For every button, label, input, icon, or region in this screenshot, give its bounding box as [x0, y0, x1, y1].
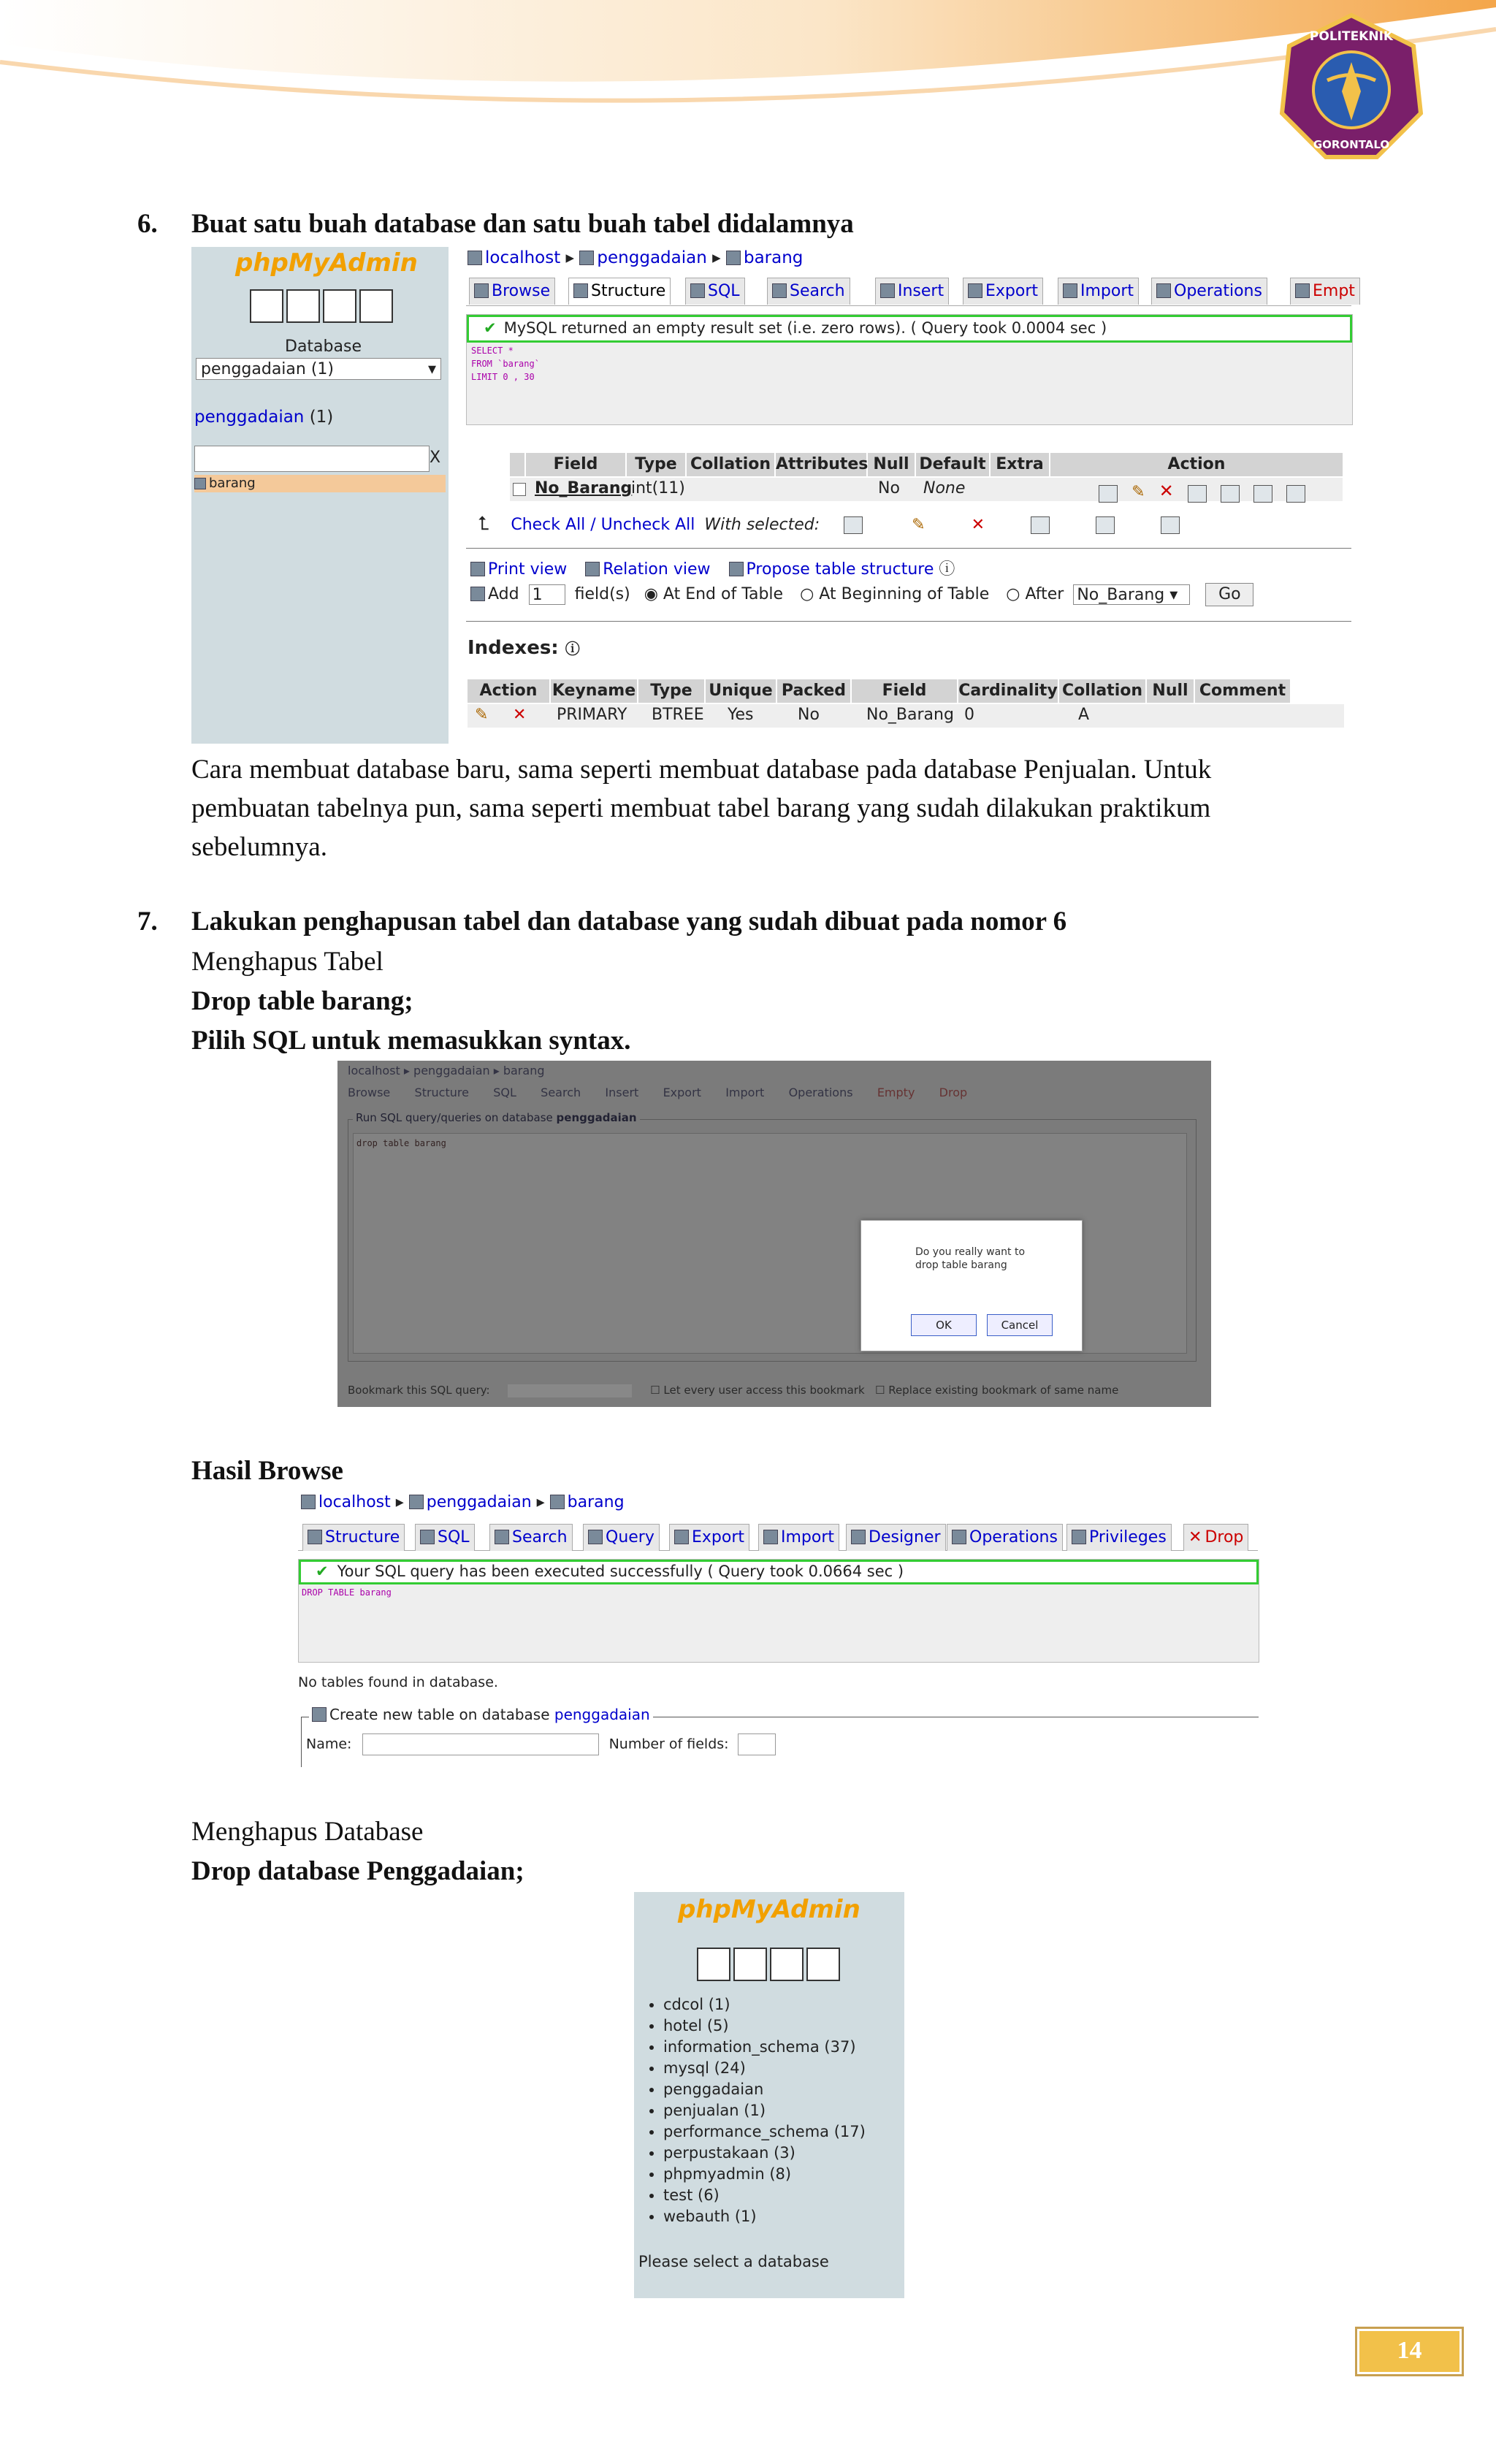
tab-bar — [298, 1524, 1258, 1551]
section-6-caption: Cara membuat database baru, sama seperti membuat database pada database Penjualan. Untuk pembuatan tabelnya pun, sama seperti membuat tabel barang yang sudah dilakukan praktikum sebelumnya. — [191, 755, 1212, 862]
phpmyadmin-structure-screenshot — [191, 247, 1355, 744]
tab-browse[interactable] — [469, 278, 555, 305]
idx-th-null: Null — [1147, 679, 1194, 703]
tab-insert-label: Insert — [898, 282, 944, 300]
designer-icon — [851, 1530, 866, 1544]
status-text: Your SQL query has been executed successfully ( Query took 0.0664 sec ) — [337, 1563, 904, 1580]
drop-table-command: Drop table barang; — [191, 986, 413, 1016]
privileges-icon — [1072, 1530, 1086, 1544]
tab-structure-label: Structure — [325, 1528, 400, 1546]
operations-icon — [952, 1530, 966, 1544]
create-table-form — [306, 1733, 776, 1755]
fields-label: field(s) — [574, 585, 630, 603]
insert-icon — [880, 283, 895, 298]
list-item[interactable]: • test (6) — [663, 2185, 866, 2206]
propose-icon — [729, 562, 744, 576]
confirm-dialog — [860, 1220, 1083, 1351]
tab-operations-label: Operations — [1174, 282, 1262, 300]
dim-breadcrumb-server: localhost — [348, 1064, 400, 1077]
tab-drop-label: Drop — [1205, 1528, 1244, 1546]
table-name-input[interactable] — [362, 1733, 599, 1755]
create-table-fieldset — [301, 1706, 1259, 1767]
browse-distinct-icon[interactable] — [1099, 485, 1118, 503]
row-checkbox[interactable] — [513, 483, 526, 496]
import-icon — [1063, 283, 1077, 298]
after-select[interactable]: No_Barang ▾ — [1073, 584, 1190, 605]
cancel-button[interactable]: Cancel — [987, 1314, 1053, 1336]
sub-heading-drop-database: Menghapus Database — [191, 1817, 424, 1847]
fields-table — [510, 453, 1372, 511]
tab-import[interactable] — [1058, 278, 1139, 305]
idx-th-unique: Unique — [706, 679, 776, 703]
header-swoosh — [0, 0, 1496, 168]
sql-instruction: Pilih SQL untuk memasukkan syntax. — [191, 1026, 631, 1056]
breadcrumb-server[interactable]: localhost — [318, 1493, 391, 1511]
after-select-value: No_Barang — [1077, 586, 1165, 604]
database-select[interactable] — [196, 358, 441, 380]
database-select-value: penggadaian (1) — [201, 360, 334, 378]
dim-tab-bar — [348, 1086, 967, 1099]
dim-tab-operations: Operations — [788, 1086, 853, 1099]
politeknik-logo — [1275, 11, 1428, 164]
dim-bookmark-row: Bookmark this SQL query: ☐ Let every user access this bookmark ☐ Replace existing bookmark of same name — [348, 1384, 1119, 1397]
idx-unique: Yes — [728, 706, 754, 724]
row-field: No_Barang — [535, 479, 633, 497]
tab-operations[interactable] — [1151, 278, 1267, 305]
dim-breadcrumb-db: penggadaian — [413, 1064, 490, 1077]
tab-operations[interactable] — [947, 1524, 1063, 1551]
add-count-input[interactable]: 1 — [529, 584, 565, 605]
sql-tab-icon — [690, 283, 705, 298]
dim-run-text: Run SQL query/queries on database — [356, 1111, 553, 1124]
sidebar-table-name: barang — [209, 476, 256, 491]
tab-designer-label: Designer — [869, 1528, 941, 1546]
radio-at-begin[interactable]: ○ — [800, 585, 814, 603]
breadcrumb: localhost ▸ penggadaian ▸ barang — [301, 1493, 625, 1511]
tab-search-label: Search — [512, 1528, 568, 1546]
tab-operations-label: Operations — [969, 1528, 1058, 1546]
idx-edit-icon[interactable]: ✎ — [475, 706, 489, 724]
idx-packed: No — [798, 706, 820, 724]
dim-tab-export: Export — [663, 1086, 701, 1099]
breadcrumb-table[interactable]: barang — [743, 248, 804, 267]
sql-query-display: DROP TABLE barang — [302, 1587, 392, 1598]
check-icon: ✔ — [484, 319, 497, 337]
breadcrumb-table[interactable]: barang — [567, 1493, 625, 1511]
idx-collation: A — [1078, 706, 1090, 724]
idx-drop-icon[interactable]: ✕ — [513, 706, 527, 724]
dim-bookmark-input — [508, 1384, 632, 1397]
dim-tab-sql: SQL — [493, 1086, 516, 1099]
after-label: After — [1025, 585, 1064, 603]
relation-view-link[interactable]: Relation view — [603, 560, 711, 579]
edit-selected-icon[interactable]: ✎ — [912, 516, 926, 534]
dim-tab-structure: Structure — [414, 1086, 469, 1099]
query-window-icon[interactable] — [323, 289, 356, 323]
create-table-db[interactable]: penggadaian — [554, 1706, 650, 1723]
table-filter-input[interactable] — [194, 446, 430, 472]
list-item[interactable]: • information_schema (37) — [663, 2037, 866, 2058]
drop-icon[interactable]: ✕ — [1159, 481, 1174, 501]
logo-text-bottom: GORONTALO — [1313, 138, 1390, 151]
tab-structure[interactable] — [568, 278, 671, 305]
tab-sql-label: SQL — [708, 282, 740, 300]
idx-th-action: Action — [468, 679, 549, 703]
tab-search[interactable] — [767, 278, 850, 305]
list-item[interactable]: • penjualan (1) — [663, 2100, 866, 2121]
section-7-number: 7. — [137, 907, 158, 937]
page-number-badge — [1355, 2327, 1464, 2376]
confirm-text-2: drop table barang — [915, 1259, 1007, 1271]
dim-breadcrumb-table: barang — [503, 1064, 545, 1077]
dim-run-db: penggadaian — [556, 1111, 637, 1124]
go-button[interactable]: Go — [1205, 583, 1253, 606]
sql-line-1: SELECT * — [471, 346, 514, 356]
idx-th-comment: Comment — [1195, 679, 1290, 703]
breadcrumb-database[interactable]: penggadaian — [597, 248, 707, 267]
at-begin-label: At Beginning of Table — [819, 585, 990, 603]
table-icon — [726, 251, 741, 265]
section-7-title: Lakukan penghapusan tabel dan database yang sudah dibuat pada nomor 6 — [191, 907, 1067, 937]
database-label: Database — [285, 337, 362, 356]
th-field: Field — [526, 453, 625, 476]
query-icon — [588, 1530, 603, 1544]
breadcrumb-server[interactable]: localhost — [485, 248, 561, 267]
database-icon — [409, 1495, 424, 1509]
ok-button[interactable]: OK — [911, 1314, 977, 1336]
docs-icon[interactable] — [806, 1948, 840, 1981]
sql-query-display — [471, 344, 540, 384]
tab-export-label: Export — [985, 282, 1039, 300]
index-icon[interactable] — [1253, 485, 1272, 503]
home-icon[interactable] — [250, 289, 283, 323]
at-end-label: At End of Table — [663, 585, 784, 603]
idx-field: No_Barang — [866, 706, 954, 724]
table-icon — [550, 1495, 565, 1509]
sidebar-db-name[interactable]: penggadaian — [194, 408, 305, 427]
print-icon — [470, 562, 485, 576]
tab-export[interactable] — [963, 278, 1043, 305]
idx-th-keyname: Keyname — [551, 679, 637, 703]
logo-text-top: POLITEKNIK — [1309, 29, 1394, 44]
divider-2 — [466, 621, 1351, 622]
check-all-row — [478, 513, 1180, 535]
drop-icon: ✕ — [1188, 1528, 1202, 1546]
row-null: No — [878, 479, 900, 497]
name-label: Name: — [306, 1736, 352, 1752]
sidebar-table-item[interactable] — [194, 475, 446, 492]
idx-th-type: Type — [638, 679, 704, 703]
home-icon[interactable] — [697, 1948, 730, 1981]
tab-export[interactable] — [669, 1524, 749, 1551]
breadcrumb-database[interactable]: penggadaian — [426, 1493, 532, 1511]
num-fields-label: Number of fields: — [608, 1736, 729, 1752]
section-6-title: Buat satu buah database dan satu buah tabel didalamnya — [191, 209, 854, 239]
tab-sql-label: SQL — [438, 1528, 470, 1546]
database-list-screenshot — [634, 1892, 915, 2298]
select-database-hint: Please select a database — [638, 2253, 829, 2270]
indexes-label: Indexes: — [468, 637, 559, 659]
drop-selected-icon[interactable]: ✕ — [971, 516, 985, 534]
import-icon — [763, 1530, 778, 1544]
export-icon — [674, 1530, 689, 1544]
database-icon — [579, 251, 594, 265]
list-item[interactable]: • cdcol (1) — [663, 1994, 866, 2015]
view-links — [470, 557, 955, 579]
drop-database-command: Drop database Penggadaian; — [191, 1856, 524, 1886]
indexes-heading — [468, 637, 580, 659]
dim-tab-import: Import — [725, 1086, 765, 1099]
new-table-icon — [312, 1707, 327, 1722]
idx-th-packed: Packed — [777, 679, 850, 703]
drop-result-screenshot — [291, 1490, 1258, 1769]
print-view-link[interactable]: Print view — [488, 560, 568, 579]
primary-icon[interactable] — [1188, 485, 1207, 503]
list-item[interactable]: • webauth (1) — [663, 2206, 866, 2227]
tab-export-label: Export — [692, 1528, 745, 1546]
tab-privileges[interactable] — [1066, 1524, 1172, 1551]
query-result-box — [466, 314, 1353, 425]
idx-th-field: Field — [852, 679, 957, 703]
th-attributes: Attributes — [776, 453, 866, 476]
status-text: MySQL returned an empty result set (i.e. zero rows). ( Query took 0.0004 sec ) — [503, 319, 1107, 337]
dim-bookmark-label: Bookmark this SQL query: — [348, 1384, 490, 1397]
sql-icon[interactable] — [286, 289, 320, 323]
confirm-text-1: Do you really want to — [915, 1246, 1026, 1258]
tab-privileges-label: Privileges — [1089, 1528, 1167, 1546]
query-window-icon[interactable] — [770, 1948, 804, 1981]
list-item[interactable]: • penggadaian — [663, 2079, 866, 2100]
pma-logo: phpMyAdmin — [235, 248, 418, 278]
primary-selected-icon[interactable] — [1031, 516, 1050, 534]
tab-insert[interactable] — [875, 278, 949, 305]
action-icons — [1099, 481, 1305, 503]
list-item[interactable]: • perpustakaan (3) — [663, 2143, 866, 2164]
docs-icon[interactable] — [359, 289, 393, 323]
dim-replace-label: Replace existing bookmark of same name — [888, 1384, 1119, 1397]
dim-tab-insert: Insert — [605, 1086, 639, 1099]
tab-empty-label: Empt — [1313, 282, 1355, 300]
server-icon — [468, 251, 482, 265]
help-icon-2[interactable]: ⓘ — [565, 640, 580, 657]
edit-icon[interactable]: ✎ — [1131, 483, 1145, 501]
add-fields-row — [470, 583, 1253, 606]
list-item[interactable]: • mysql (24) — [663, 2058, 866, 2079]
sidebar-icon-bar — [697, 1948, 843, 1980]
dim-run-label — [353, 1111, 640, 1124]
browse-selected-icon[interactable] — [844, 516, 863, 534]
sidebar-edge — [904, 1892, 915, 2298]
idx-keyname: PRIMARY — [557, 706, 627, 724]
num-fields-input[interactable] — [738, 1733, 776, 1755]
table-row — [510, 478, 1343, 501]
filter-clear-button[interactable]: X — [430, 449, 441, 467]
search-icon — [495, 1530, 509, 1544]
idx-cardinality: 0 — [964, 706, 974, 724]
tab-sql[interactable] — [685, 278, 745, 305]
arrow-icon: ⮤ — [478, 513, 489, 535]
empty-icon — [1295, 283, 1310, 298]
create-table-legend — [309, 1706, 653, 1723]
tab-search[interactable] — [489, 1524, 573, 1551]
sidebar-icon-bar — [250, 289, 396, 321]
tab-structure-label: Structure — [591, 282, 666, 300]
tab-drop[interactable] — [1183, 1524, 1248, 1551]
dim-tab-search: Search — [541, 1086, 581, 1099]
dim-every-user-label: Let every user access this bookmark — [663, 1384, 865, 1397]
sql-tab-icon — [420, 1530, 435, 1544]
sql-line-3: LIMIT 0 , 30 — [471, 372, 535, 382]
radio-after[interactable]: ○ — [1006, 585, 1020, 603]
tab-search-label: Search — [790, 282, 845, 300]
th-action: Action — [1050, 453, 1343, 476]
list-item[interactable]: • performance_schema (17) — [663, 2121, 866, 2143]
dim-tab-drop: Drop — [939, 1086, 968, 1099]
relation-icon — [585, 562, 600, 576]
check-all-link[interactable]: Check All / Uncheck All — [511, 516, 695, 534]
no-tables-message: No tables found in database. — [298, 1674, 498, 1690]
table-icon — [194, 478, 206, 489]
tab-query[interactable] — [583, 1524, 660, 1551]
sidebar-db-link[interactable] — [194, 408, 333, 427]
database-list — [634, 1994, 866, 2227]
structure-icon — [573, 283, 588, 298]
sidebar-db-count: (1) — [304, 408, 334, 427]
tab-bar — [466, 278, 1355, 306]
fulltext-icon[interactable] — [1286, 485, 1305, 503]
unique-selected-icon[interactable] — [1096, 516, 1115, 534]
query-result-box — [298, 1559, 1259, 1663]
tab-structure[interactable] — [302, 1524, 405, 1551]
idx-type: BTREE — [652, 706, 704, 724]
pma-logo: phpMyAdmin — [678, 1895, 860, 1924]
tab-import-label: Import — [1080, 282, 1134, 300]
section-6-number: 6. — [137, 209, 158, 239]
list-item[interactable]: • hotel (5) — [663, 2015, 866, 2037]
chevron-down-icon: ▾ — [427, 360, 436, 378]
export-icon — [968, 283, 982, 298]
idx-th-cardinality: Cardinality — [958, 679, 1058, 703]
browse-result-heading: Hasil Browse — [191, 1456, 343, 1486]
page-number: 14 — [1397, 2337, 1422, 2364]
unique-icon[interactable] — [1221, 485, 1240, 503]
confirm-dialog-text — [915, 1246, 1025, 1272]
th-null: Null — [868, 453, 915, 476]
radio-at-end[interactable]: ◉ — [644, 585, 658, 603]
status-message — [299, 1560, 1259, 1584]
th-collation: Collation — [687, 453, 774, 476]
list-item[interactable]: • phpmyadmin (8) — [663, 2164, 866, 2185]
th-type: Type — [627, 453, 685, 476]
tab-empty[interactable] — [1290, 278, 1360, 305]
structure-icon — [308, 1530, 322, 1544]
breadcrumb: localhost ▸ penggadaian ▸ barang — [468, 248, 803, 267]
browse-icon — [474, 283, 489, 298]
create-table-label: Create new table on database — [329, 1706, 550, 1723]
tab-query-label: Query — [606, 1528, 654, 1546]
th-check — [510, 453, 524, 476]
help-icon[interactable]: ⓘ — [939, 560, 955, 579]
indexes-table — [468, 679, 1344, 733]
add-icon — [470, 587, 485, 601]
pma-sidebar — [191, 247, 449, 744]
with-selected-label: With selected: — [704, 516, 820, 534]
server-icon — [301, 1495, 316, 1509]
propose-link[interactable]: Propose table structure — [746, 560, 934, 579]
dim-query-text: drop table barang — [356, 1138, 446, 1148]
table-row — [468, 704, 1344, 728]
check-icon: ✔ — [316, 1563, 329, 1580]
status-message — [467, 315, 1352, 343]
add-label: Add — [488, 585, 519, 603]
operations-icon — [1156, 283, 1171, 298]
index-selected-icon[interactable] — [1161, 516, 1180, 534]
drop-table-dialog-screenshot — [337, 1061, 1211, 1407]
tab-import[interactable] — [758, 1524, 839, 1551]
tab-sql[interactable] — [415, 1524, 475, 1551]
dim-tab-empty: Empty — [877, 1086, 915, 1099]
sql-icon[interactable] — [733, 1948, 767, 1981]
dim-tab-browse: Browse — [348, 1086, 391, 1099]
th-default: Default — [916, 453, 989, 476]
tab-browse-label: Browse — [492, 282, 551, 300]
pma-main — [466, 247, 1355, 744]
sql-line-2: FROM `barang` — [471, 359, 540, 369]
tab-designer[interactable] — [846, 1524, 946, 1551]
row-default: None — [923, 479, 966, 497]
divider — [466, 548, 1351, 549]
tab-import-label: Import — [781, 1528, 835, 1546]
row-type: int(11) — [631, 479, 685, 497]
sub-heading-drop-table: Menghapus Tabel — [191, 947, 383, 977]
th-extra: Extra — [991, 453, 1049, 476]
idx-th-collation: Collation — [1059, 679, 1145, 703]
search-icon — [772, 283, 787, 298]
dim-breadcrumb: localhost ▸ penggadaian ▸ barang — [348, 1064, 545, 1077]
